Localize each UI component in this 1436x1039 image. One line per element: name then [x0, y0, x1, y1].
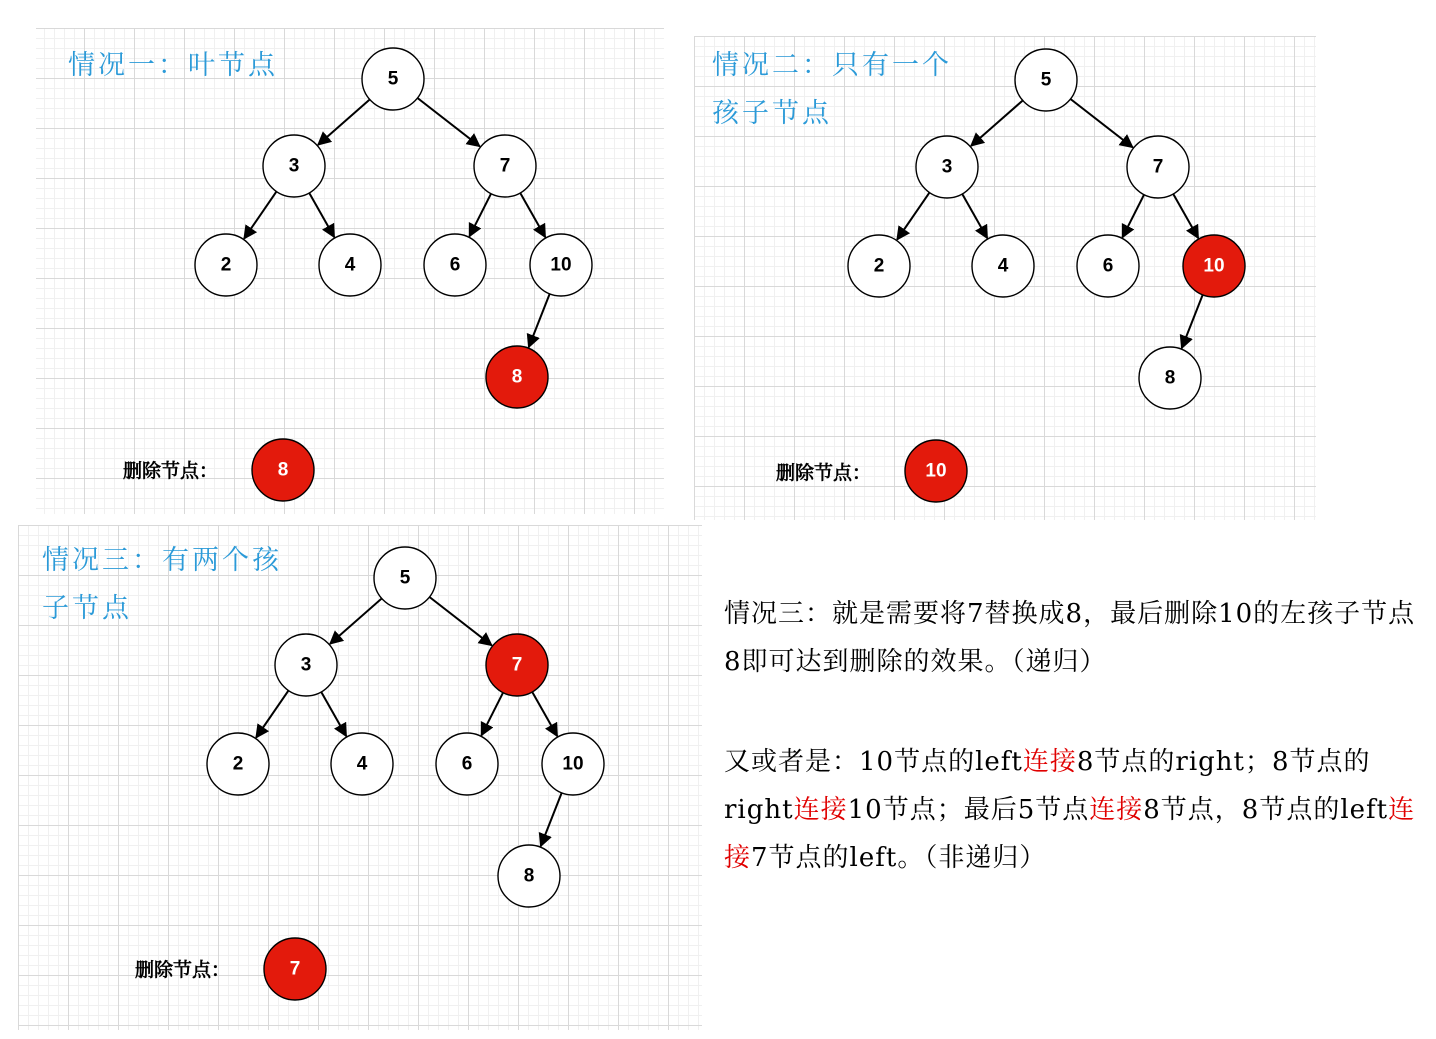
case1-node-4 — [319, 234, 381, 296]
case2-node-10 — [1183, 235, 1245, 297]
case3-node-10-label: 10 — [562, 753, 584, 775]
case3-node-4 — [331, 733, 393, 795]
case1-edge-3-4 — [309, 193, 334, 237]
case1-edge-10-8 — [529, 294, 550, 347]
case3-node-5 — [374, 547, 436, 609]
case3-node-3-label: 3 — [300, 654, 312, 676]
case2-delete-label: 删除节点： — [776, 462, 872, 484]
desc-part: 10节点；最后5节点 — [847, 795, 1090, 825]
case3-node-2 — [207, 733, 269, 795]
case2-edge-5-3 — [971, 100, 1023, 145]
desc-link-word: 连接 — [724, 795, 1416, 873]
desc-part: 又或者是：10节点的left — [724, 747, 1023, 777]
case1-edge-7-6 — [469, 194, 491, 237]
case3-node-8 — [498, 845, 560, 907]
desc-link-word: 连接 — [1089, 795, 1144, 825]
case1-edge-5-7 — [417, 98, 479, 146]
case2-edge-3-4 — [962, 194, 987, 238]
case3-node-7-label: 7 — [511, 654, 523, 676]
case2-node-3-label: 3 — [941, 156, 953, 178]
case3-node-10 — [542, 733, 604, 795]
case2-node-6-label: 6 — [1102, 255, 1114, 277]
case2-node-2-label: 2 — [873, 255, 885, 277]
case2-node-7 — [1127, 136, 1189, 198]
case3-node-3 — [275, 634, 337, 696]
case2-edge-3-2 — [897, 193, 929, 240]
case1-delete-label: 删除节点： — [123, 460, 219, 482]
case1-edge-7-10 — [520, 193, 545, 237]
case1-node-3-label: 3 — [288, 155, 300, 177]
case3-node-6-label: 6 — [461, 753, 473, 775]
case1-node-10-label: 10 — [550, 254, 572, 276]
case3-edge-5-3 — [330, 598, 382, 643]
case2-node-8 — [1139, 347, 1201, 409]
case1-node-2 — [195, 234, 257, 296]
description-para-1: 情况三：就是需要将7替换成8，最后删除10的左孩子节点8即可达到删除的效果。（递归） — [724, 599, 1416, 677]
case2-node-3 — [916, 136, 978, 198]
case2-node-5-label: 5 — [1040, 69, 1052, 91]
case1-edge-3-2 — [244, 192, 276, 239]
case1-node-8 — [486, 346, 548, 408]
case2-node-10-label: 10 — [1203, 255, 1225, 277]
case1-node-6-label: 6 — [449, 254, 461, 276]
desc-part: 7节点的left。（非递归） — [751, 843, 1047, 873]
case1-node-5 — [362, 48, 424, 110]
case2-node-7-label: 7 — [1152, 156, 1164, 178]
case3-deleted-node-label: 7 — [289, 958, 301, 980]
case1-title: 情况一：叶节点 — [68, 50, 278, 81]
case2-node-4 — [972, 235, 1034, 297]
case2-edge-5-7 — [1070, 99, 1132, 147]
case3-edge-10-8 — [541, 793, 562, 846]
case3-deleted-node — [264, 938, 326, 1000]
case3-node-5-label: 5 — [399, 567, 411, 589]
case3-node-8-label: 8 — [523, 865, 535, 887]
case2-node-5 — [1015, 49, 1077, 111]
case3-edge-7-10 — [532, 692, 557, 736]
description-para-2 — [724, 738, 1424, 882]
case3-node-4-label: 4 — [356, 753, 368, 775]
case2-title: 情况二：只有一个 孩子节点 — [712, 50, 952, 129]
case2-node-2 — [848, 235, 910, 297]
case1-node-8-label: 8 — [511, 366, 523, 388]
case2-edge-7-10 — [1173, 194, 1198, 238]
case1-node-4-label: 4 — [344, 254, 356, 276]
case1-node-7 — [474, 135, 536, 197]
case3-delete-label: 删除节点： — [135, 959, 231, 981]
desc-link-word: 连接 — [793, 795, 848, 825]
case3-node-7 — [486, 634, 548, 696]
case2-node-8-label: 8 — [1164, 367, 1176, 389]
case1-node-3 — [263, 135, 325, 197]
case3-node-2-label: 2 — [232, 753, 244, 775]
case3-edge-3-4 — [321, 692, 346, 736]
case1-node-5-label: 5 — [387, 68, 399, 90]
case1-deleted-node-label: 8 — [277, 459, 289, 481]
case3-node-6 — [436, 733, 498, 795]
desc-link-word: 连接 — [1022, 747, 1077, 777]
case1-deleted-node — [252, 439, 314, 501]
case2-node-4-label: 4 — [997, 255, 1009, 277]
case2-node-6 — [1077, 235, 1139, 297]
case2-edge-7-6 — [1122, 195, 1144, 238]
desc-part: 8节点的right；8节点的right — [724, 747, 1371, 825]
case3-edge-5-7 — [429, 597, 491, 645]
case1-node-6 — [424, 234, 486, 296]
case2-edge-10-8 — [1182, 295, 1203, 348]
case1-node-7-label: 7 — [499, 155, 511, 177]
case1-edge-5-3 — [318, 99, 370, 144]
case1-node-10 — [530, 234, 592, 296]
case2-deleted-node-label: 10 — [925, 460, 947, 482]
case1-node-2-label: 2 — [220, 254, 232, 276]
case3-edge-3-2 — [256, 691, 288, 738]
case3-edge-7-6 — [481, 693, 503, 736]
desc-part: 8节点，8节点的left — [1143, 795, 1389, 825]
case2-deleted-node — [905, 440, 967, 502]
case3-title: 情况三：有两个孩 子节点 — [42, 545, 282, 624]
